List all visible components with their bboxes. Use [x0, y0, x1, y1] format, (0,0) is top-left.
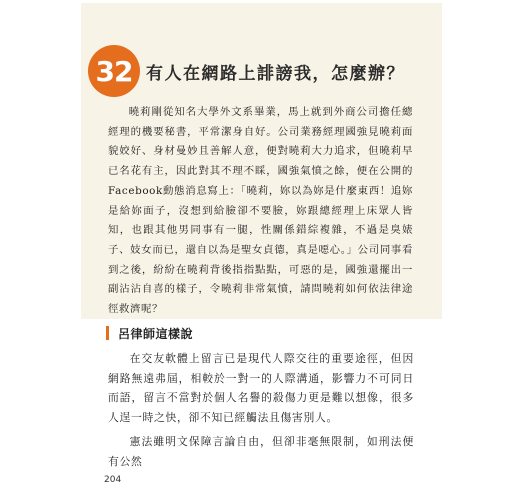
lawyer-section-heading [106, 325, 193, 341]
lawyer-heading-text: 呂律師這樣說 [118, 326, 194, 341]
answer-paragraph: 在交友軟體上留言已是現代人際交往的重要途徑，但因網路無遠弗屆，相較於一對一的人際溝通，影響力不可同日而語，留言不當對於個人名譽的殺傷力更是難以想像，很多人逞一時之快，卻不知已經觸法且傷害別人。 [108, 352, 414, 424]
case-story: 曉莉剛從知名大學外文系畢業，馬上就到外商公司擔任總經理的機要秘書，平常潔身自好。公司業務經理國強見曉莉面貌姣好、身材曼妙且善解人意，便對曉莉大力追求，但曉莉早已名花有主，因此對其不理不睬，國強氣憤之餘，便在公開的Facebook動態消息寫上：「曉莉，妳以為妳是什麼東西！追妳是給妳面子，沒想到給臉卻不要臉，妳跟總經理上床眾人皆知，也跟其他男同事有一腿，性關係錯綜複雜，不過是臭婊子、妓女而已，還自以為是聖女貞德，真是噁心。」公司同事看到之後，紛紛在曉莉背後指指點點，可惡的是，國強還擺出一副沾沾自喜的樣子，令曉莉非常氣憤，請問曉莉如何依法律途徑救濟呢？ [108, 106, 413, 316]
question-number: 32 [95, 54, 133, 88]
heading-accent-bar [106, 326, 109, 340]
page-number: 204 [104, 475, 122, 485]
page-title: 有人在網路上誹謗我，怎麼辦？ [146, 64, 405, 84]
answer-paragraph: 憲法雖明文保障言論自由，但卻非毫無限制，如刑法便有公然 [108, 435, 414, 468]
question-number-badge [88, 45, 140, 97]
